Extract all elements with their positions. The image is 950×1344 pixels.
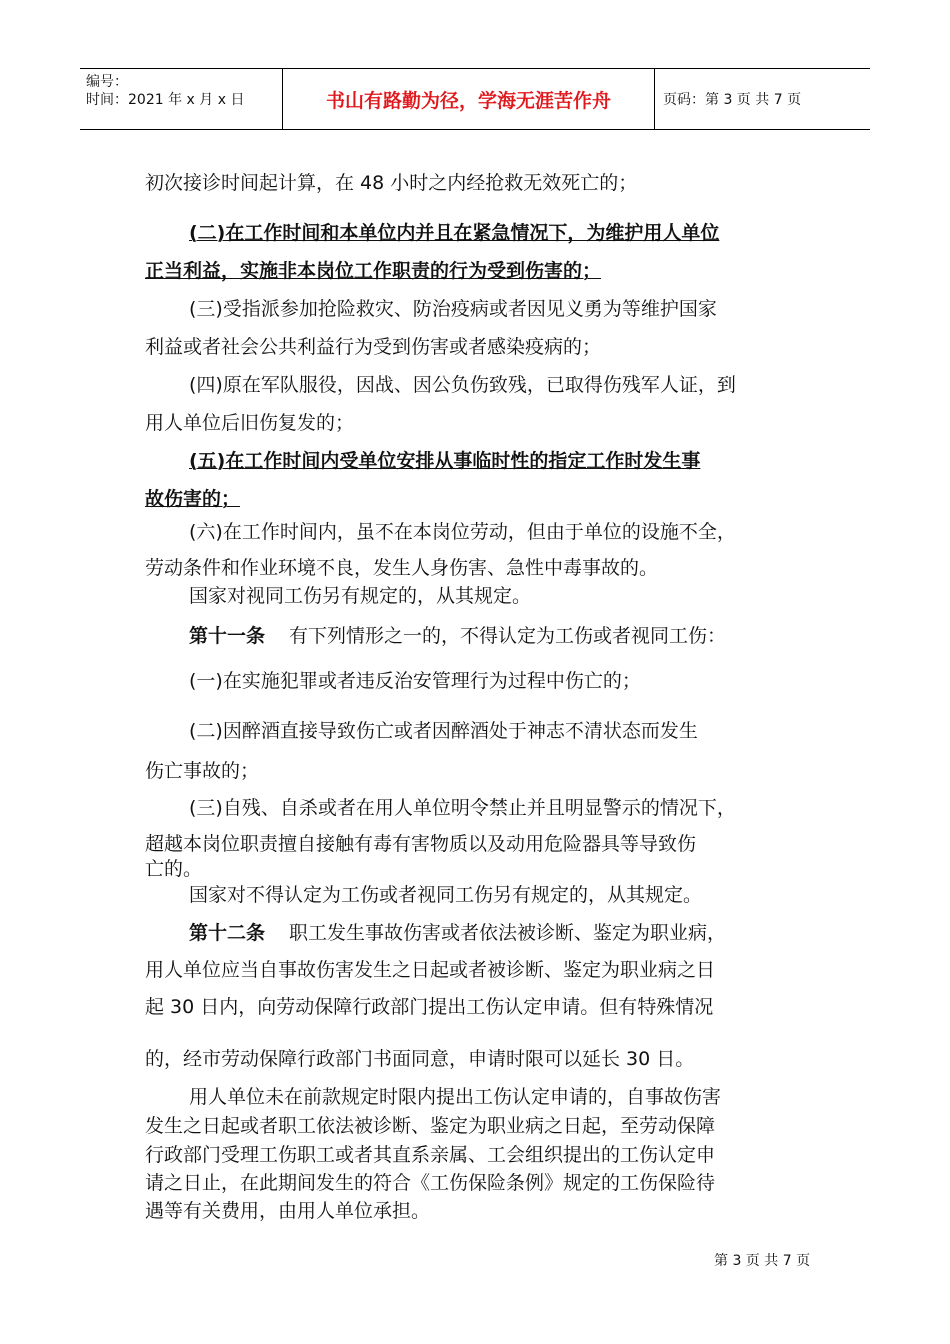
text-line: 用人单位应当自事故伤害发生之日起或者被诊断、鉴定为职业病之日 [145,959,716,981]
header-meta [80,69,283,129]
text-line: 的，经市劳动保障行政部门书面同意，申请时限可以延长 30 日。 [145,1048,695,1070]
text-line: (三)自残、自杀或者在用人单位明令禁止并且明显警示的情况下， [189,797,736,819]
text-line: 利益或者社会公共利益行为受到伤害或者感染疫病的； [145,336,602,358]
highlighted-text-line: (五)在工作时间内受单位安排从事临时性的指定工作时发生事 [189,450,701,472]
header-motto: 书山有路勤为径，学海无涯苦作舟 [283,69,655,129]
highlighted-text-line: 正当利益，实施非本岗位工作职责的行为受到伤害的； [145,260,602,282]
text-line: (一)在实施犯罪或者违反治安管理行为过程中伤亡的； [189,670,641,692]
article-text: 职工发生事故伤害或者依法被诊断、鉴定为职业病， [289,922,727,944]
text-line: 请之日止，在此期间发生的符合《工伤保险条例》规定的工伤保险待 [145,1172,716,1194]
text-line: 超越本岗位职责擅自接触有毒有害物质以及动用危险器具等导致伤 [145,833,697,855]
text-line: 亡的。 [145,858,203,880]
text-line: 行政部门受理工伤职工或者其直系亲属、工会组织提出的工伤认定申 [145,1144,716,1166]
header-page-number: 页码：第 3 页 共 7 页 [663,92,802,108]
document-date: 时间：2021 年 x 月 x 日 [86,92,245,108]
text-line: 劳动条件和作业环境不良，发生人身伤害、急性中毒事故的。 [145,557,659,579]
document-number: 编号： [86,74,128,90]
text-line: 起 30 日内，向劳动保障行政部门提出工伤认定申请。但有特殊情况 [145,996,714,1018]
highlighted-text-line: 故伤害的； [145,488,241,510]
article-text: 有下列情形之一的，不得认定为工伤或者视同工伤： [289,625,727,647]
highlighted-text-line: (二)在工作时间和本单位内并且在紧急情况下，为维护用人单位 [189,222,720,244]
text-line: (三)受指派参加抢险救灾、防治疫病或者因见义勇为等维护国家 [189,298,717,320]
text-line: 国家对不得认定为工伤或者视同工伤另有规定的，从其规定。 [189,884,703,906]
article-number: 第十一条 [189,625,266,647]
text-line: 遇等有关费用，由用人单位承担。 [145,1200,431,1222]
article-line [189,918,726,945]
text-line: 用人单位后旧伤复发的； [145,412,355,434]
text-line: 初次接诊时间起计算，在 48 小时之内经抢救无效死亡的； [145,172,638,194]
text-line: 伤亡事故的； [145,760,260,782]
article-number: 第十二条 [189,922,266,944]
text-line: 国家对视同工伤另有规定的，从其规定。 [189,585,532,607]
page-footer: 第 3 页 共 7 页 [714,1253,811,1269]
text-line: 发生之日起或者职工依法被诊断、鉴定为职业病之日起，至劳动保障 [145,1115,716,1137]
page-header [80,68,870,130]
text-line: (二)因醉酒直接导致伤亡或者因醉酒处于神志不清状态而发生 [189,720,698,742]
text-line: (六)在工作时间内，虽不在本岗位劳动，但由于单位的设施不全， [189,521,736,543]
article-line [189,621,726,648]
text-line: (四)原在军队服役，因战、因公负伤致残，已取得伤残军人证，到 [189,374,736,396]
text-line: 用人单位未在前款规定时限内提出工伤认定申请的，自事故伤害 [189,1086,722,1108]
